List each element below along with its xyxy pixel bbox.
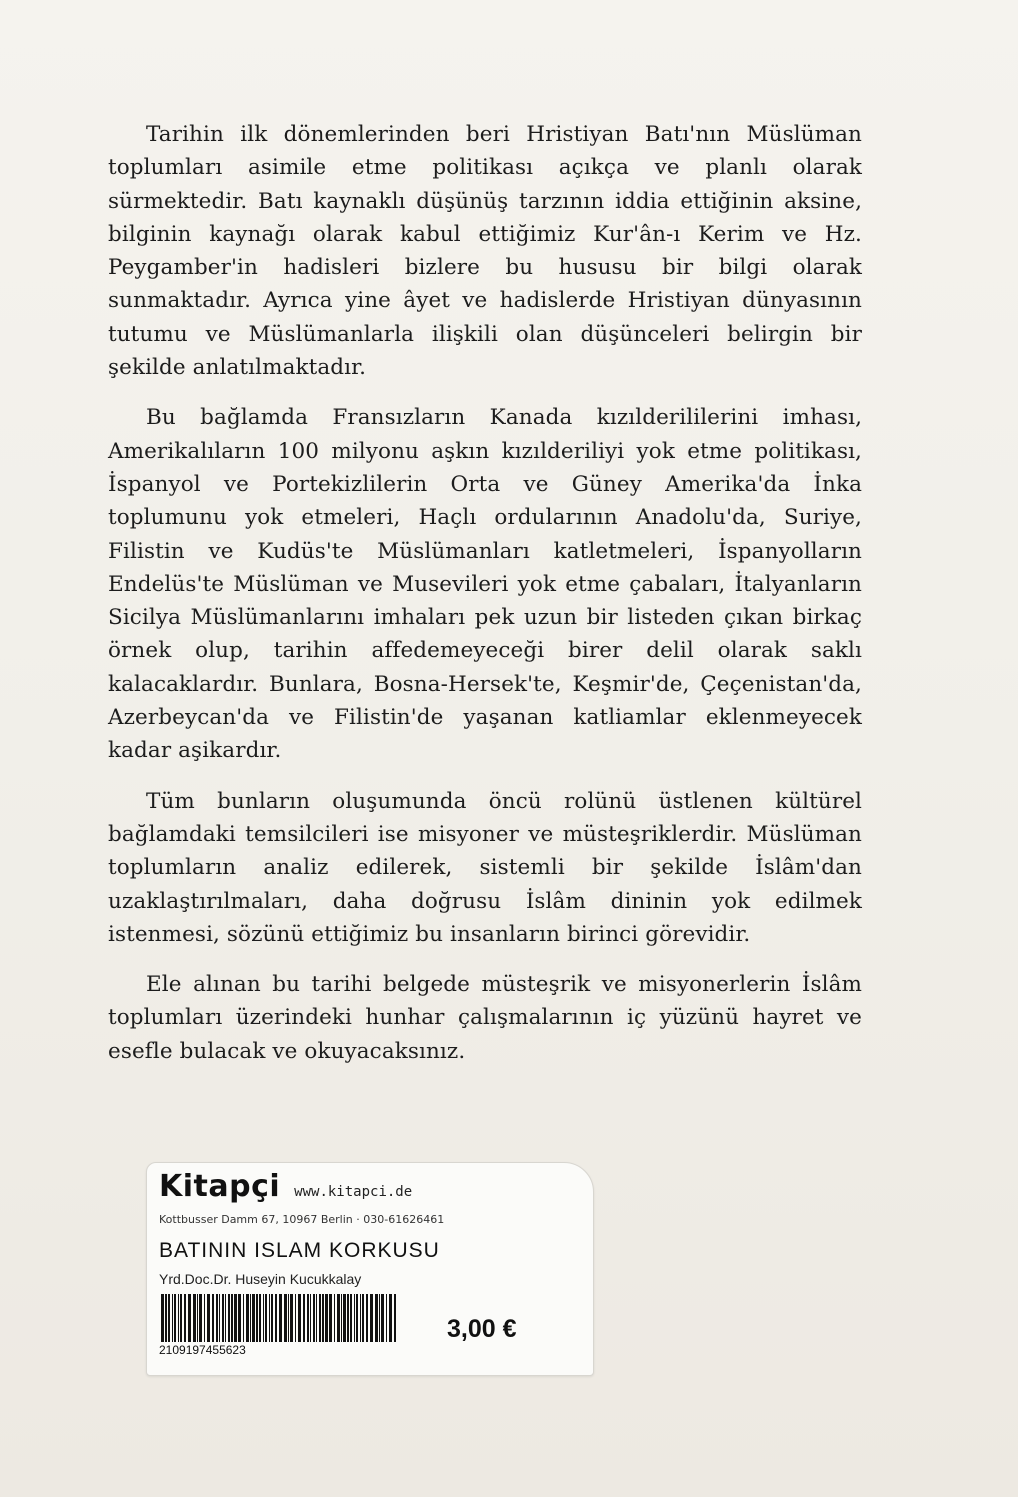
barcode-bar — [184, 1294, 186, 1342]
barcode-bar — [366, 1294, 368, 1342]
barcode-bar — [343, 1294, 346, 1342]
barcode-bar — [199, 1294, 202, 1342]
barcode-bar — [381, 1294, 384, 1342]
barcode-bar — [263, 1294, 264, 1342]
barcode-bar — [228, 1294, 230, 1342]
barcode-bar — [207, 1294, 210, 1342]
paragraph-4: Ele alınan bu tarihi belgede müsteşrik ve misyonerlerin İslâm toplumları üzerindeki hunhar çalışmalarının iç yüzünü hayret ve esefle bulacak ve okuyacaksınız. — [108, 972, 862, 1064]
book-title: BATININ ISLAM KORKUSU — [159, 1239, 440, 1262]
barcode-bar — [165, 1294, 167, 1342]
barcode-bar — [238, 1294, 241, 1342]
price-label: 3,00 € — [447, 1315, 517, 1343]
barcode-bar — [313, 1294, 315, 1342]
barcode-number: 2109197455623 — [159, 1343, 246, 1357]
barcode-bar — [161, 1294, 164, 1342]
barcode-bar — [354, 1294, 355, 1342]
barcode-bar — [246, 1294, 249, 1342]
barcode-bar — [193, 1294, 196, 1342]
barcode-bar — [168, 1294, 170, 1342]
barcode-bar — [222, 1294, 224, 1342]
sticker-header — [159, 1169, 412, 1204]
barcode-bar — [178, 1294, 179, 1342]
barcode-bar — [180, 1294, 182, 1342]
barcode-bar — [360, 1294, 361, 1342]
barcode-bar — [290, 1294, 293, 1342]
barcode-bar — [334, 1294, 335, 1342]
store-website: www.kitapci.de — [294, 1184, 413, 1200]
barcode-bar — [188, 1294, 191, 1342]
barcode-bar — [307, 1294, 309, 1342]
book-author: Yrd.Doc.Dr. Huseyin Kucukkalay — [159, 1271, 362, 1287]
store-logo: Kitapçi — [159, 1169, 281, 1204]
barcode-bar — [204, 1294, 205, 1342]
barcode-bar — [252, 1294, 255, 1342]
barcode-bar — [310, 1294, 311, 1342]
barcode-bar — [256, 1294, 258, 1342]
barcode — [159, 1294, 399, 1342]
barcode-bar — [174, 1294, 176, 1342]
barcode-bar — [250, 1294, 251, 1342]
barcode-bar — [362, 1294, 364, 1342]
barcode-bar — [394, 1294, 396, 1342]
barcode-bar — [379, 1294, 380, 1342]
barcode-bar — [234, 1294, 237, 1342]
barcode-bar — [275, 1294, 277, 1342]
price-sticker — [146, 1162, 594, 1376]
barcode-bar — [322, 1294, 324, 1342]
barcode-bar — [375, 1294, 378, 1342]
barcode-bar — [225, 1294, 226, 1342]
paragraph-2: Bu bağlamda Fransızların Kanada kızılderililerini imhası, Amerikalıların 100 milyonu aşkın kızılderiliyi yok etme politikası, İspanyol ve Portekizlilerin Orta ve Güney Amerika'da İnka toplumunu yok etmeleri, Haçlı ordularının Anadolu'da, Suriye, Filistin ve Kudüs'te Müslümanları katletmeleri, İspanyolların Endelüs'te Müslüman ve Musevileri yok etme çabaları, İtalyanların Sicilya Müslümanlarını imhaları pek uzun bir listeden çıkan birkaç örnek olup, tarihin affedemeyeceği birer delil olarak saklı kalacaklardır. Bunlara, Bosna-Hersek'te, Keşmir'de, Çeçenistan'da, Azerbeycan'da ve Filistin'de yaşanan katliamlar eklenmeyecek kadar aşikardır. — [108, 405, 862, 764]
paragraph-1: Tarihin ilk dönemlerinden beri Hristiyan Batı'nın Müslüman toplumları asimile etme politikası açıkça ve planlı olarak sürmektedir. Batı kaynaklı düşünüş tarzının iddia ettiğinin aksine, bilginin kaynağı olarak kabul ettiğimiz Kur'ân-ı Kerim ve Hz. Peygamber'in hadisleri bizlere bu hususu bir bilgi olarak sunmaktadır. Ayrıca yine âyet ve hadislerde Hristiyan dünyasının tutumu ve Müslümanlarla ilişkili olan düşünceleri belirgin bir şekilde anlatılmaktadır. — [108, 122, 862, 381]
barcode-bar — [347, 1294, 349, 1342]
barcode-bar — [279, 1294, 282, 1342]
barcode-bar — [389, 1294, 392, 1342]
barcode-bar — [271, 1294, 273, 1342]
barcode-bar — [341, 1294, 342, 1342]
blurb-text — [108, 118, 862, 1085]
barcode-bar — [295, 1294, 296, 1342]
barcode-bar — [298, 1294, 301, 1342]
barcode-bar — [370, 1294, 373, 1342]
store-address: Kottbusser Damm 67, 10967 Berlin · 030-61626461 — [159, 1213, 445, 1226]
barcode-bar — [197, 1294, 198, 1342]
barcode-bar — [337, 1294, 340, 1342]
barcode-bar — [172, 1294, 173, 1342]
barcode-bar — [356, 1294, 358, 1342]
barcode-bar — [219, 1294, 220, 1342]
barcode-bar — [216, 1294, 218, 1342]
barcode-bar — [325, 1294, 328, 1342]
barcode-bar — [265, 1294, 267, 1342]
barcode-bar — [284, 1294, 287, 1342]
barcode-bar — [288, 1294, 289, 1342]
barcode-bar — [231, 1294, 233, 1342]
barcode-bar — [243, 1294, 244, 1342]
paragraph-3: Tüm bunların oluşumunda öncü rolünü üstlenen kültürel bağlamdaki temsilcileri ise misyoner ve müsteşriklerdir. Müslüman toplumların analiz edilerek, sistemli bir şekilde İslâm'dan uzaklaştırılmaları, daha doğrusu İslâm dininin yok edilmek istenmesi, sözünü ettiğimiz bu insanların birinci görevidir. — [108, 788, 862, 947]
barcode-bar — [259, 1294, 261, 1342]
barcode-bar — [316, 1294, 317, 1342]
barcode-bar — [350, 1294, 352, 1342]
barcode-bar — [212, 1294, 214, 1342]
barcode-bar — [303, 1294, 305, 1342]
barcode-bar — [319, 1294, 321, 1342]
barcode-bar — [386, 1294, 387, 1342]
barcode-bar — [329, 1294, 332, 1342]
barcode-bar — [269, 1294, 270, 1342]
